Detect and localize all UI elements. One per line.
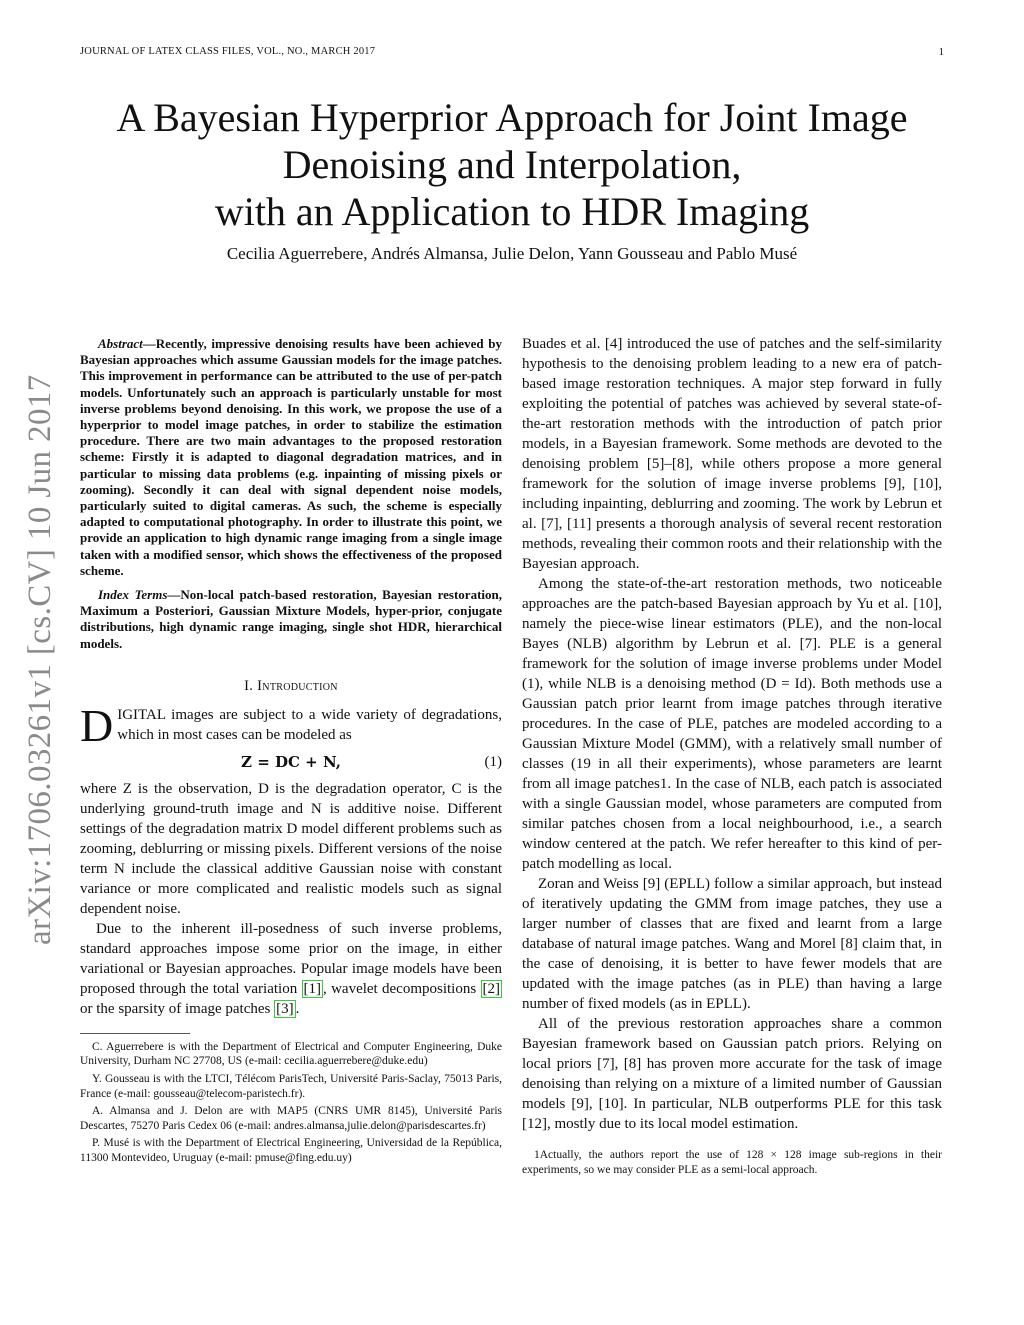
paper-title xyxy=(60,94,964,235)
abstract-label: Abstract xyxy=(98,336,143,351)
drop-cap: D xyxy=(80,699,114,751)
affiliation-note: C. Aguerrebere is with the Department of Electrical and Computer Engineering, Duke University, Durham NC 27708, US (e-mail: cecilia.aguerrebere@duke.edu) xyxy=(80,1040,502,1068)
text-run: , wavelet decompositions xyxy=(323,980,481,997)
index-terms xyxy=(80,587,502,652)
running-head: JOURNAL OF LATEX CLASS FILES, VOL., NO., MARCH 2017 xyxy=(80,46,376,57)
affiliation-note: A. Almansa and J. Delon are with MAP5 (CNRS UMR 8145), Université Paris Descartes, 75270 Paris Cedex 06 (e-mail: andres.almansa,julie.delon@parisdescartes.fr) xyxy=(80,1105,502,1132)
section-heading xyxy=(80,678,502,695)
text-run: or the sparsity of image patches xyxy=(80,1000,275,1017)
text-run: . xyxy=(295,1000,300,1017)
right-column xyxy=(522,334,942,1177)
affiliation-note: P. Musé is with the Department of Electrical Engineering, Universidad de la República, 11300 Montevideo, Uruguay (e-mail: pmuse@fing.edu.uy) xyxy=(80,1137,502,1165)
body-paragraph: Zoran and Weiss [9] (EPLL) follow a similar approach, but instead of iteratively updating the GMM from image patches, they use a larger number of classes that are fixed and learnt from a large database of natural image patches. Wang and Morel [8] claim that, in the case of denoising, it is better to have fewer models that are updated with the image patches (as in PLE) than having a large number of fixed models (as in EPLL). xyxy=(522,876,942,1012)
abstract-text: —Recently, impressive denoising results have been achieved by Bayesian approaches which assume Gaussian models for the image patches. This improvement in performance can be attributed to the use of per-patch models. Unfortunately such an approach is particularly unstable for most inverse problems beyond denoising. In this work, we propose the use of a hyperprior to model image patches, in order to stabilize the estimation procedure. There are two main advantages to the proposed restoration scheme: Firstly it is adapted to diagonal degradation matrices, and in particular to missing data problems (e.g. inpainting of missing pixels or zooming). Secondly it can deal with signal dependent noise models, particularly suited to digital cameras. As such, the scheme is especially adapted to computational photography. In order to illustrate this point, we provide an application to high dynamic range imaging from a single image taken with a modified sensor, which shows the effectiveness of the proposed scheme. xyxy=(80,336,502,578)
footnote: 1Actually, the authors report the use of 128 × 128 image sub-regions in their experiments, so we may consider PLE as a semi-local approach. xyxy=(522,1149,942,1176)
title-line: Denoising and Interpolation, xyxy=(282,142,742,187)
citation-link[interactable]: [2] xyxy=(482,980,500,997)
body-paragraph: where Z is the observation, D is the degradation operator, C is the underlying ground-truth image and N is additive noise. Different settings of the degradation matrix D model different problems such as zooming, deblurring or missing pixels. Different versions of the noise term N include the classical additive Gaussian noise with constant variance or more complicated and realistic models such as signal dependent noise. xyxy=(80,780,502,917)
abstract xyxy=(80,336,502,579)
intro-opening-paragraph xyxy=(80,699,502,751)
section-title: Introduction xyxy=(257,677,338,694)
title-line: A Bayesian Hyperprior Approach for Joint Image xyxy=(116,95,908,140)
equation-body: Z = DC + N, xyxy=(241,752,341,771)
index-terms-label: Index Terms xyxy=(98,587,168,603)
affiliation-note: Y. Gousseau is with the LTCI, Télécom ParisTech, Université Paris-Saclay, 75013 Paris, France (e-mail: gousseau@telecom-paristech.fr). xyxy=(80,1073,502,1100)
citation-link[interactable]: [1] xyxy=(303,980,322,997)
body-paragraph: Buades et al. [4] introduced the use of patches and the self-similarity hypothesis to the denoising problem leading to a new era of patch-based image restoration techniques. A major step forward in fully exploiting the potential of patches was achieved by several state-of-the-art restoration methods with the introduction of patch prior models, in a Bayesian framework. Some methods are devoted to the denoising problem [5]–[8], while others propose a more general framework for the solution of image inverse problems [9], [10], including inpainting, deblurring and zooming. The work by Lebrun et al. [7], [11] presents a thorough analysis of several recent restoration methods, revealing their common roots and their relationship with the Bayesian approach. xyxy=(522,336,942,572)
page-number: 1 xyxy=(938,46,944,58)
body-paragraph xyxy=(80,919,502,1019)
section-number: I. xyxy=(244,677,254,694)
author-list: Cecilia Aguerrebere, Andrés Almansa, Julie Delon, Yann Gousseau and Pablo Musé xyxy=(226,244,798,263)
citation-link[interactable]: [3] xyxy=(276,1000,294,1017)
arxiv-identifier-stamp: arXiv:1706.03261v1 [cs.CV] 10 Jun 2017 xyxy=(22,374,58,945)
body-paragraph: Among the state-of-the-art restoration methods, two noticeable approaches are the patch-based Bayesian approach by Yu et al. [10], namely the piece-wise linear estimators (PLE), and the non-local Bayes (NLB) algorithm by Lebrun et al. [7]. PLE is a general framework for the solution of image inverse problems under Model (1), while NLB is a denoising method (D = Id). Both methods use a Gaussian patch prior learnt from image patches through iterative procedures. In the case of PLE, patches are modeled according to a Gaussian Mixture Model (GMM), with a relatively small number of classes (19 in all their experiments), whose parameters are learnt from all image patches1. In the case of NLB, each patch is associated with a single Gaussian model, whose parameters are computed from similar patches chosen from a local neighbourhood, i.e., a search window centered at the patch. We refer hereafter to this kind of per-patch modelling as local. xyxy=(522,576,942,872)
equation-1 xyxy=(80,749,502,775)
body-paragraph: All of the previous restoration approaches share a common Bayesian framework based on Gaussian patch priors. Relying on local priors [7], [8] has proven more accurate for the task of image denoising than relying on a mixture of a limited number of Gaussian models [9], [10]. In particular, NLB outperforms PLE for this task [12], mostly due to its local model estimation. xyxy=(522,1016,942,1132)
index-terms-text: —Non-local patch-based restoration, Bayesian restoration, Maximum a Posteriori, Gaussian Mixture Models, hyper-prior, conjugate distributions, high dynamic range imaging, single shot HDR, hierarchical models. xyxy=(80,587,502,651)
intro-opening-text: IGITAL images are subject to a wide variety of degradations, which in most cases can be modeled as xyxy=(117,706,502,743)
equation-number: (1) xyxy=(484,753,502,770)
title-line: with an Application to HDR Imaging xyxy=(214,189,810,234)
text-run: Due to the inherent ill-posedness of such inverse problems, standard approaches impose some prior on the image, in either variational or Bayesian approaches. Popular image models have been proposed through the total variation xyxy=(80,920,502,997)
footnote-divider xyxy=(80,1033,190,1034)
left-column xyxy=(80,336,502,1169)
